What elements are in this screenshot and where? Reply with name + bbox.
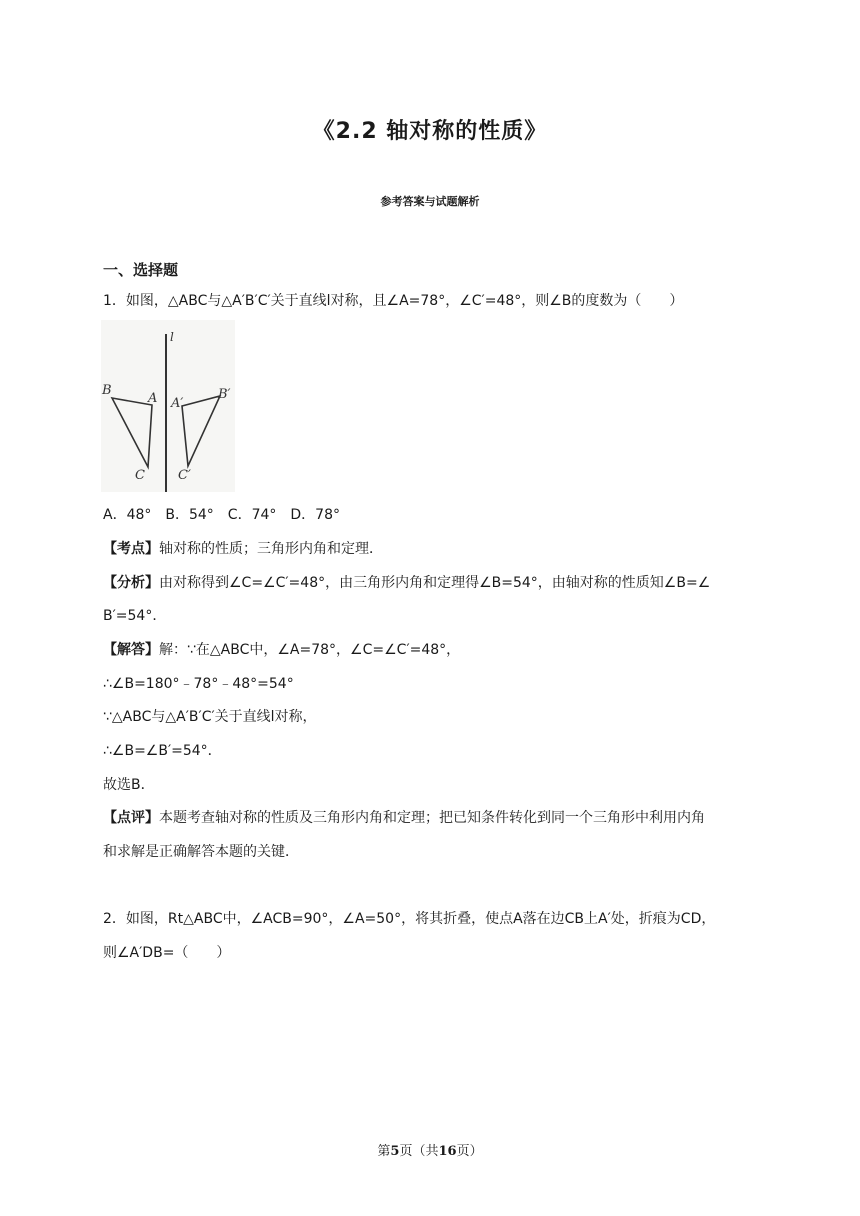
label-b: B (102, 383, 112, 398)
footer-total-pages: 16 (438, 1144, 457, 1159)
solution-step-1: ∴∠B=180°﹣78°﹣48°=54° (103, 676, 294, 692)
fenxi-line-1 (103, 573, 710, 593)
label-a-prime: A′ (171, 396, 184, 411)
footer-prefix: 第 (377, 1144, 391, 1159)
kaodian-text: 轴对称的性质；三角形内角和定理． (159, 541, 383, 557)
footer-page-number: 5 (390, 1144, 400, 1159)
solution-step-4: 故选B． (103, 777, 155, 793)
dianping-line-2: 和求解是正确解答本题的关键． (103, 844, 299, 860)
solution-step-2: ∵△ABC与△A′B′C′关于直线l对称， (103, 709, 317, 725)
dianping-text-1: 本题考查轴对称的性质及三角形内角和定理；把已知条件转化到同一个三角形中利用内角 (159, 810, 705, 826)
label-a: A (148, 391, 158, 406)
page-footer (0, 1140, 860, 1159)
solution-step-3: ∴∠B=∠B′=54°． (103, 743, 222, 759)
label-c: C (135, 468, 145, 483)
jieda-line (103, 640, 460, 660)
fenxi-tag: 【分析】 (103, 575, 159, 591)
page-subtitle: 参考答案与试题解析 (380, 195, 480, 208)
footer-mid: 页（共 (399, 1144, 439, 1159)
question-2-line-1: 2．如图，Rt△ABC中，∠ACB=90°，∠A=50°，将其折叠，使点A落在边CB上A′处，折痕为CD， (103, 911, 716, 927)
dianping-line-1 (103, 808, 705, 828)
question-1-figure (101, 320, 235, 492)
jieda-tag: 【解答】 (103, 642, 159, 658)
label-c-prime: C′ (178, 468, 191, 483)
label-b-prime: B′ (218, 387, 231, 402)
question-1-stem: 1．如图，△ABC与△A′B′C′关于直线l对称，且∠A=78°，∠C′=48°，则∠B的度数为（ ） (103, 293, 684, 309)
section-heading: 一、选择题 (103, 261, 179, 279)
kaodian-tag: 【考点】 (103, 541, 159, 557)
fenxi-text-1: 由对称得到∠C=∠C′=48°，由三角形内角和定理得∠B=54°，由轴对称的性质知∠B=∠ (159, 575, 711, 591)
footer-suffix: 页） (456, 1144, 483, 1159)
page-title: 《2.2 轴对称的性质》 (312, 119, 548, 144)
kaodian-line (103, 539, 383, 559)
label-l: l (170, 330, 174, 344)
question-2-line-2: 则∠A′DB=（ ） (103, 945, 231, 961)
question-1-options: A．48° B．54° C．74° D．78° (103, 507, 340, 523)
fenxi-line-2: B′=54°． (103, 608, 167, 624)
jieda-text: 解：∵在△ABC中，∠A=78°，∠C=∠C′=48°， (159, 642, 461, 658)
dianping-tag: 【点评】 (103, 810, 159, 826)
